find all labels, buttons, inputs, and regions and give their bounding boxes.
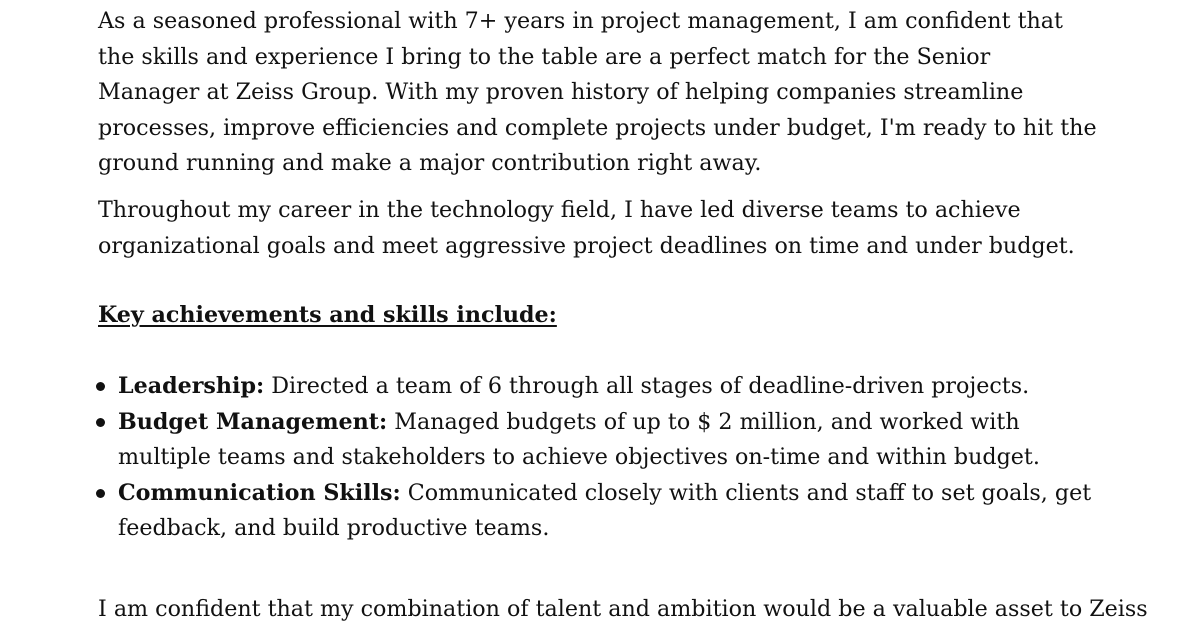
list-item [98,476,1108,547]
bullet-icon [96,382,105,391]
achievements-list [98,369,1108,547]
bullet-icon [96,489,105,498]
bullet-icon [96,418,105,427]
achievement-text: Communicated closely with clients and staff to set goals, get feedback, and build productive teams. [118,479,1092,541]
achievement-title: Communication Skills: [118,479,401,506]
intro-paragraph: As a seasoned professional with 7+ years in project management, I am confident that the skills and experience I bring to the table are a perfect match for the Senior Manager at Zeiss Group. With my proven history of helping companies streamline processes, improve efficiencies and complete projects under budget, I'm ready to hit the ground running and make a major contribution right away. [98,8,1097,176]
achievement-title: Budget Management: [118,408,388,435]
list-item [98,369,1108,405]
achievements-heading: Key achievements and skills include: [98,302,557,328]
achievement-text: Directed a team of 6 through all stages of deadline-driven projects. [264,373,1030,399]
career-paragraph: Throughout my career in the technology field, I have led diverse teams to achieve organizational goals and meet aggressive project deadlines on time and under budget. [98,197,1075,259]
achievement-text: Managed budgets of up to $ 2 million, and worked with multiple teams and stakeholders to achieve objectives on-time and within budget. [118,408,1040,470]
achievement-title: Leadership: [118,373,265,399]
list-item [98,405,1108,476]
closing-paragraph: I am confident that my combination of talent and ambition would be a valuable asset to Zeiss [98,596,1148,622]
